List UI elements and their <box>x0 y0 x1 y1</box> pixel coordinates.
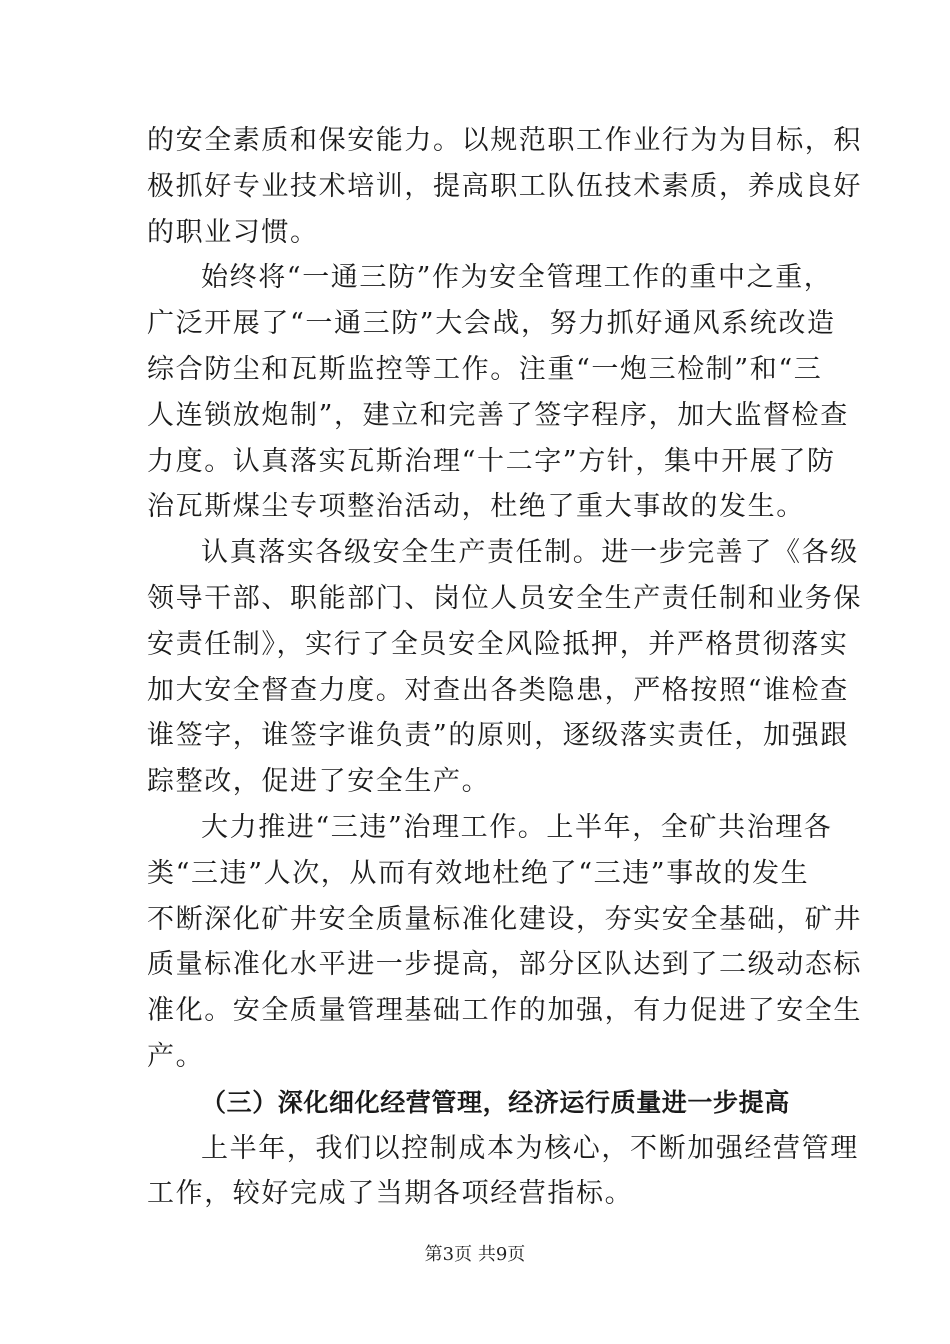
body-line: 领导干部、职能部门、岗位人员安全生产责任制和业务保 <box>147 582 862 614</box>
paragraph-first-line: 始终将“一通三防”作为安全管理工作的重中之重， <box>201 262 833 294</box>
section-heading: （三）深化细化经营管理，经济运行质量进一步提高 <box>201 1087 790 1117</box>
body-line: 极抓好专业技术培训，提高职工队伍技术素质，养成良好 <box>147 170 862 202</box>
body-line: 谁签字，谁签字谁负责”的原则，逐级落实责任，加强跟 <box>147 720 849 752</box>
body-line: 人连锁放炮制”，建立和完善了签字程序，加大监督检查 <box>147 399 849 431</box>
body-line: 的职业习惯。 <box>147 216 319 248</box>
body-line: 质量标准化水平进一步提高，部分区队达到了二级动态标 <box>147 949 862 981</box>
document-body <box>147 118 862 1217</box>
paragraph-first-line: 认真落实各级安全生产责任制。进一步完善了《各级 <box>201 537 859 569</box>
paragraph-first-line: 上半年，我们以控制成本为核心，不断加强经营管理 <box>201 1132 859 1164</box>
body-line: 加大安全督查力度。对查出各类隐患，严格按照“谁检查 <box>147 674 849 706</box>
body-line: 治瓦斯煤尘专项整治活动，杜绝了重大事故的发生。 <box>147 491 805 523</box>
body-line: 准化。安全质量管理基础工作的加强，有力促进了安全生 <box>147 995 862 1027</box>
body-line: 的安全素质和保安能力。以规范职工作业行为为目标，积 <box>147 125 862 156</box>
body-line: 安责任制》，实行了全员安全风险抵押，并严格贯彻落实 <box>147 628 849 660</box>
paragraph-first-line: 大力推进“三违”治理工作。上半年，全矿共治理各 <box>201 811 833 843</box>
body-line: 类“三违”人次，从而有效地杜绝了“三违”事故的发生 <box>147 857 810 889</box>
body-line: 综合防尘和瓦斯监控等工作。注重“一炮三检制”和“三 <box>147 353 823 385</box>
body-line: 产。 <box>147 1040 205 1072</box>
body-line: 不断深化矿井安全质量标准化建设，夯实安全基础，矿井 <box>147 903 862 935</box>
body-line: 广泛开展了“一通三防”大会战，努力抓好通风系统改造 <box>147 308 836 340</box>
page-number-footer: 第3页 共9页 <box>424 1244 526 1265</box>
body-line: 踪整改，促进了安全生产。 <box>147 766 491 798</box>
body-line: 工作，较好完成了当期各项经营指标。 <box>147 1178 634 1210</box>
body-line: 力度。认真落实瓦斯治理“十二字”方针，集中开展了防 <box>147 445 836 477</box>
